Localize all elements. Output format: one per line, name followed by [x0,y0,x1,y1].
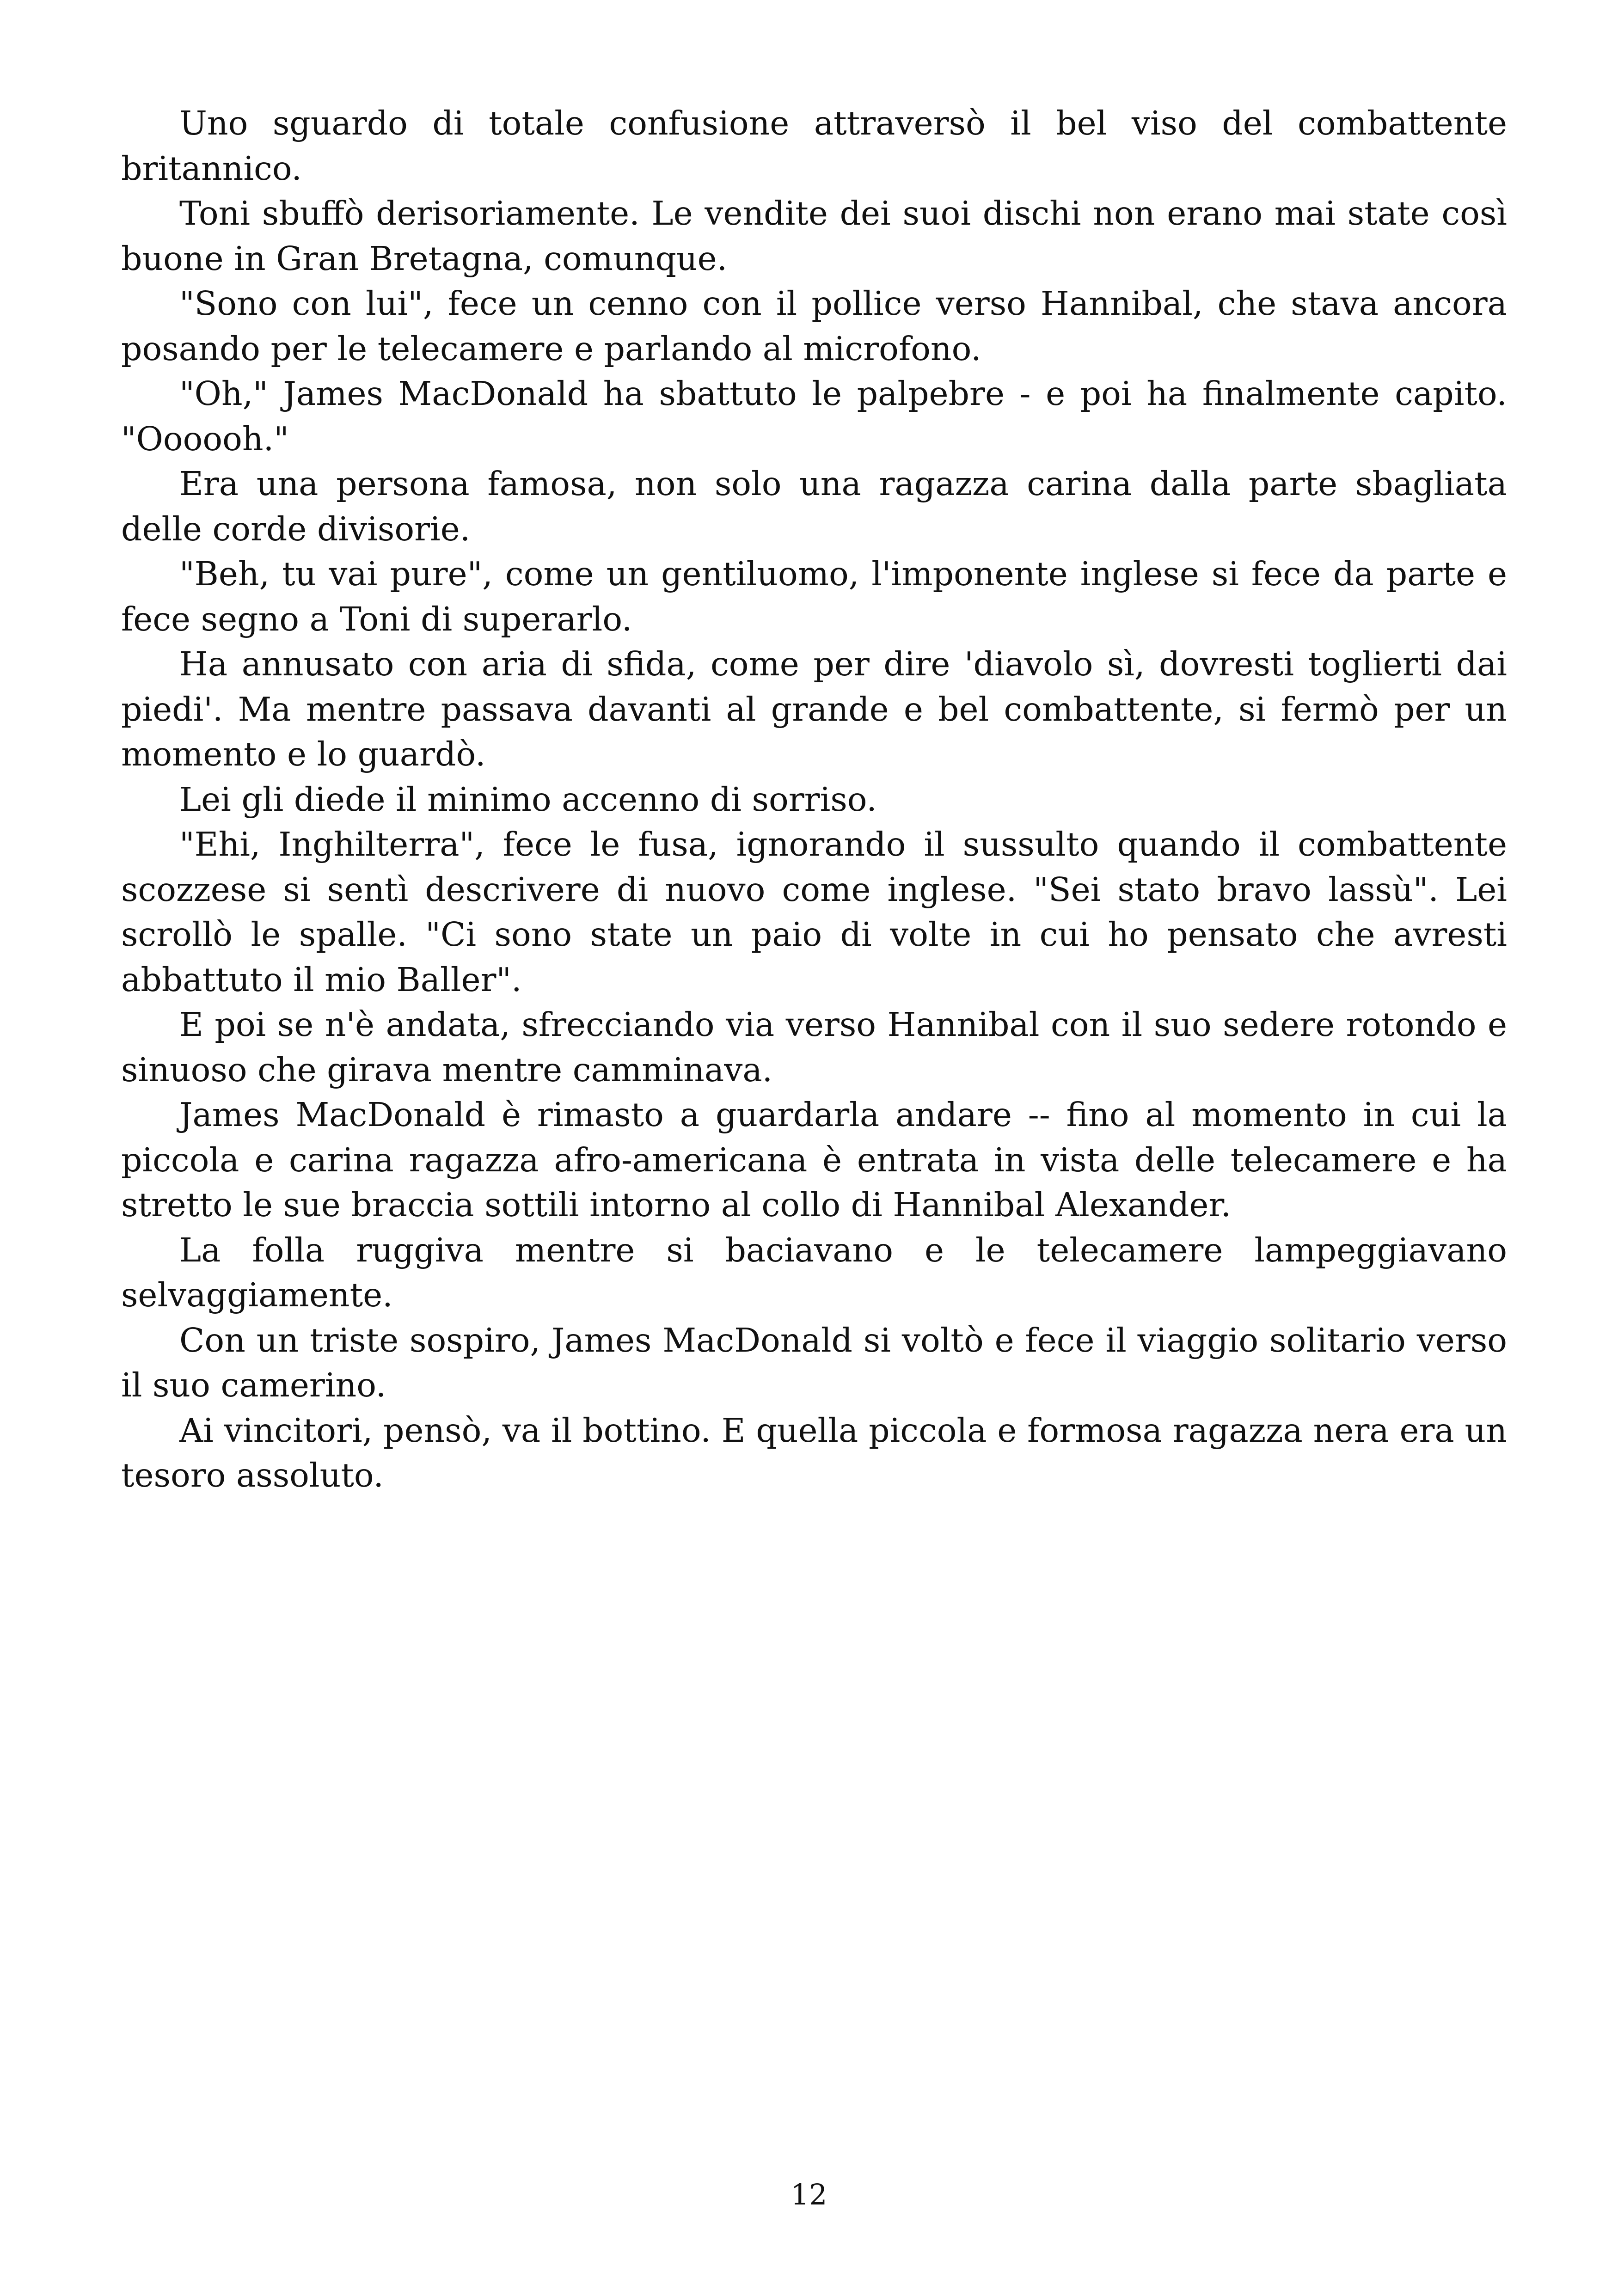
paragraph: E poi se n'è andata, sfrecciando via verso Hannibal con il suo sedere rotondo e sinuoso che girava mentre camminava. [121,1005,1507,1089]
paragraph: "Beh, tu vai pure", come un gentiluomo, l'imponente inglese si fece da parte e fece segno a Toni di superarlo. [121,555,1507,638]
paragraph: Ai vincitori, pensò, va il bottino. E quella piccola e formosa ragazza nera era un tesoro assoluto. [121,1411,1507,1494]
paragraph: La folla ruggiva mentre si baciavano e le telecamere lampeggiavano selvaggiamente. [121,1231,1507,1314]
paragraph: Ha annusato con aria di sfida, come per dire 'diavolo sì, dovresti toglierti dai piedi'. Ma mentre passava davanti al grande e bel combattente, si fermò per un momento e lo guardò. [121,645,1507,773]
document-body [121,101,1507,1498]
paragraph: Toni sbuffò derisoriamente. Le vendite dei suoi dischi non erano mai state così buone in Gran Bretagna, comunque. [121,194,1507,278]
paragraph: Era una persona famosa, non solo una ragazza carina dalla parte sbagliata delle corde divisorie. [121,465,1507,548]
paragraph: Uno sguardo di totale confusione attraversò il bel viso del combattente britannico. [121,104,1507,188]
page-number: 12 [791,2178,827,2211]
paragraph: "Sono con lui", fece un cenno con il pollice verso Hannibal, che stava ancora posando per le telecamere e parlando al microfono. [121,284,1507,368]
paragraph: Lei gli diede il minimo accenno di sorriso. [179,780,877,819]
paragraph: Con un triste sospiro, James MacDonald si voltò e fece il viaggio solitario verso il suo camerino. [121,1321,1507,1404]
paragraph: "Ehi, Inghilterra", fece le fusa, ignorando il sussulto quando il combattente scozzese si sentì descrivere di nuovo come inglese. "Sei stato bravo lassù". Lei scrollò le spalle. "Ci sono state un paio di volte in cui ho pensato che avresti abbattuto il mio Baller". [121,825,1507,999]
paragraph: "Oh," James MacDonald ha sbattuto le palpebre - e poi ha finalmente capito. "Oooooh." [121,374,1507,458]
paragraph: James MacDonald è rimasto a guardarla andare -- fino al momento in cui la piccola e carina ragazza afro-americana è entrata in vista delle telecamere e ha stretto le sue braccia sottili intorno al collo di Hannibal Alexander. [121,1096,1507,1224]
